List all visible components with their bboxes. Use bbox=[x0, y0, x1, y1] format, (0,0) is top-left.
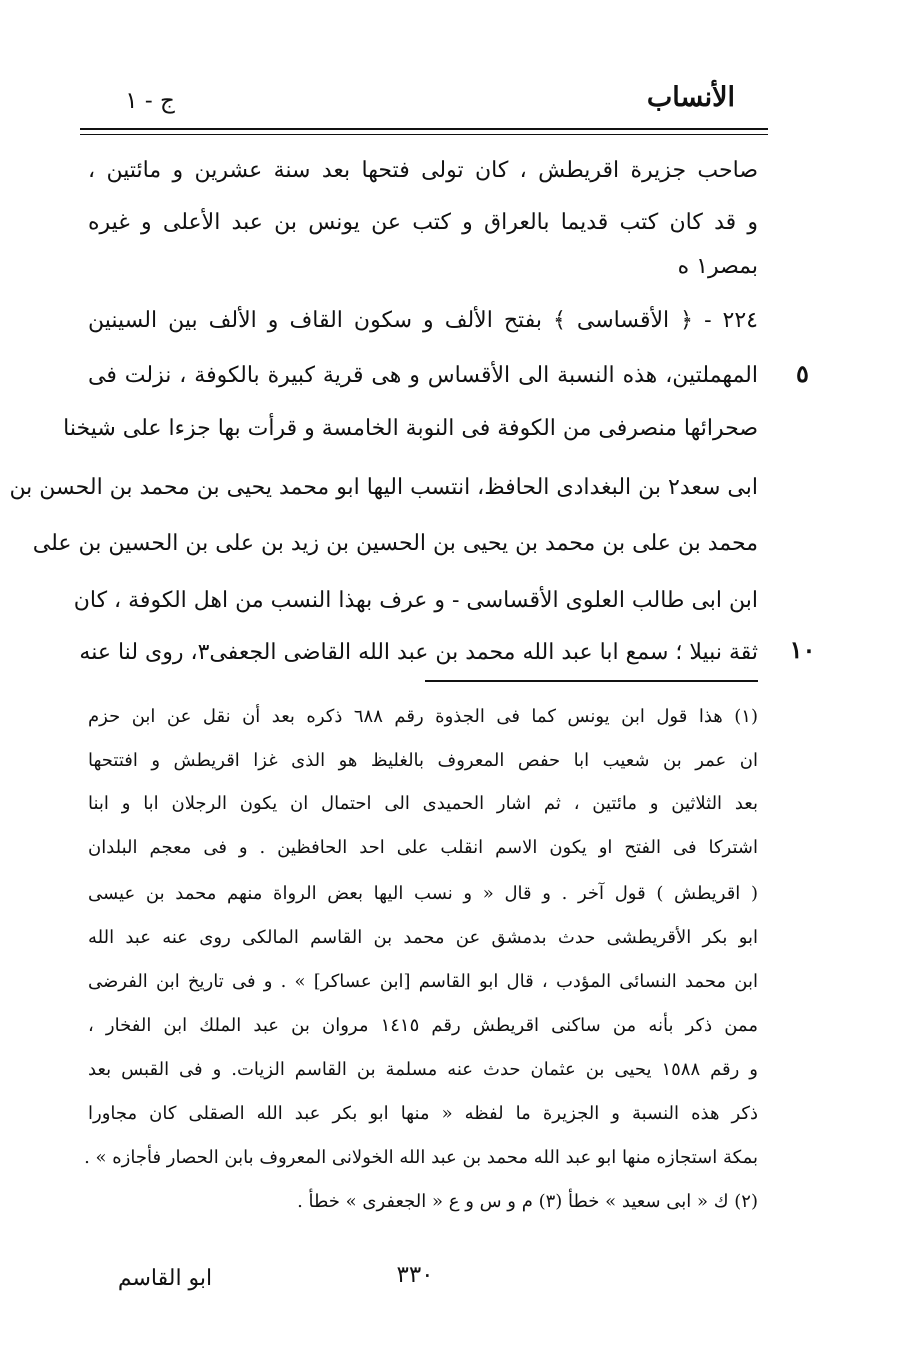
body-line: و قد كان كتب قديما بالعراق و كتب عن يونس بن عبد الأعلى و غيره bbox=[88, 210, 758, 235]
body-line: ابى سعد٢ بن البغدادى الحافظ، انتسب اليها ابو محمد يحيى بن محمد بن الحسن بن bbox=[9, 475, 758, 500]
footnote-line: (٢) ك « ابى سعيد » خطأ (٣) م و س و ع « الجعفرى » خطأ . bbox=[297, 1191, 758, 1212]
body-line: ثقة نبيلا ؛ سمع ابا عبد الله محمد بن عبد الله القاضى الجعفى٣، روى لنا عنه bbox=[79, 640, 758, 665]
footnote-line: (١) هذا قول ابن يونس كما فى الجذوة رقم ٦٨٨ ذكره بعد أن نقل عن ابن حزم bbox=[88, 706, 758, 727]
catchword: ابو القاسم bbox=[117, 1266, 213, 1291]
body-line: محمد بن على بن محمد بن يحيى بن الحسين بن زيد بن على بن الحسين بن على bbox=[32, 531, 758, 556]
footnote-line: ابو بكر الأقريطشى حدث بدمشق عن محمد بن القاسم المالكى روى عنه عبد الله bbox=[88, 927, 758, 948]
body-line: بمصر١ ه bbox=[677, 254, 758, 279]
footnote-separator bbox=[425, 680, 758, 682]
entry-heading-line: ٢٢٤ - ﴿ الأقساسى ﴾ بفتح الألف و سكون القاف و الألف بين السينين bbox=[88, 308, 758, 333]
header-rule-thin bbox=[80, 134, 768, 135]
body-line: المهملتين، هذه النسبة الى الأقساس و هى قرية كبيرة بالكوفة ، نزلت فى bbox=[88, 363, 758, 388]
footnote-line: و رقم ١٥٨٨ يحيى بن عثمان حدث عنه مسلمة بن القاسم الزيات. و فى القبس بعد bbox=[88, 1059, 758, 1080]
footnote-line: ذكر هذه النسبة و الجزيرة ما لفظه « منها ابو بكر عبد الله الصقلى كان مجاورا bbox=[88, 1103, 758, 1124]
header-rule-thick bbox=[80, 128, 768, 130]
margin-line-number: ١٠ bbox=[789, 635, 816, 664]
footnote-line: ممن ذكر بأنه من ساكنى اقريطش رقم ١٤١٥ مروان بن عبد الملك ابن الفخار ، bbox=[88, 1015, 758, 1036]
footnote-line: بعد الثلاثين و مائتين ، ثم اشار الحميدى الى احتمال ان يكون الرجلان ابا و ابنا bbox=[88, 793, 758, 814]
footnote-line: ( اقريطش ) قول آخر . و قال « و نسب اليها بعض الرواة منهم محمد بن عيسى bbox=[88, 883, 758, 904]
body-line: صاحب جزيرة اقريطش ، كان تولى فتحها بعد سنة عشرين و مائتين ، bbox=[88, 158, 758, 183]
body-line: ابن ابى طالب العلوى الأقساسى - و عرف بهذا النسب من اهل الكوفة ، كان bbox=[73, 588, 758, 613]
margin-line-number: ٥ bbox=[796, 359, 809, 388]
running-header-title: الأنساب bbox=[646, 82, 735, 113]
running-header-volume: ج - ١ bbox=[125, 88, 175, 114]
page-number: ٣٣٠ bbox=[396, 1262, 434, 1288]
footnote-line: اشتركا فى الفتح او يكون الاسم انقلب على احد الحافظين . و فى معجم البلدان bbox=[88, 837, 758, 858]
footnote-line: ان عمر بن شعيب ابا حفص المعروف بالغليظ هو الذى غزا اقريطش و افتتحها bbox=[88, 750, 758, 771]
footnote-line: ابن محمد النسائى المؤدب ، قال ابو القاسم [ابن عساكر] » . و فى تاريخ ابن الفرضى bbox=[88, 971, 758, 992]
footnote-line: بمكة استجازه منها ابو عبد الله محمد بن عبد الله الخولانى المعروف بابن الحصار فأجازه » . bbox=[84, 1147, 758, 1168]
body-line: صحرائها منصرفى من الكوفة فى النوبة الخامسة و قرأت بها جزءا على شيخنا bbox=[63, 416, 758, 441]
